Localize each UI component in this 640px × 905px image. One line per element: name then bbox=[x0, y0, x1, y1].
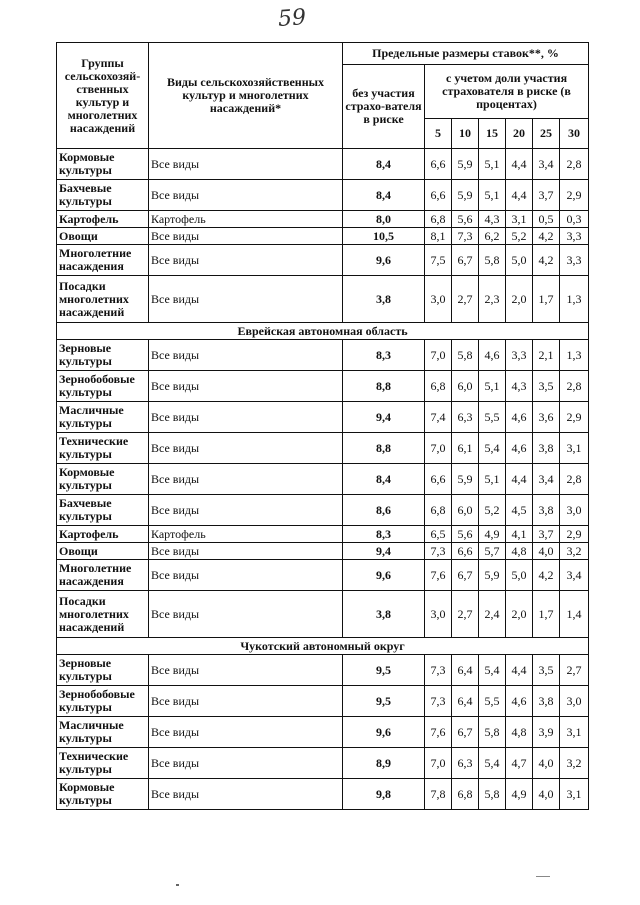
base-rate-cell: 9,6 bbox=[343, 245, 425, 276]
share-rate-cell: 2,8 bbox=[560, 464, 589, 495]
share-rate-cell: 3,8 bbox=[533, 433, 560, 464]
share-rate-cell: 6,8 bbox=[425, 211, 452, 228]
crop-kind-cell: Все виды bbox=[149, 543, 343, 560]
share-rate-cell: 6,8 bbox=[425, 371, 452, 402]
base-rate-cell: 9,5 bbox=[343, 655, 425, 686]
crop-kind-cell: Все виды bbox=[149, 495, 343, 526]
table-row bbox=[57, 371, 589, 402]
share-rate-cell: 3,4 bbox=[560, 560, 589, 591]
share-rate-cell: 3,0 bbox=[425, 276, 452, 323]
share-rate-cell: 2,9 bbox=[560, 180, 589, 211]
share-rate-cell: 6,3 bbox=[452, 402, 479, 433]
share-rate-cell: 4,7 bbox=[506, 748, 533, 779]
share-rate-cell: 4,9 bbox=[479, 526, 506, 543]
table-row bbox=[57, 340, 589, 371]
share-rate-cell: 2,9 bbox=[560, 402, 589, 433]
share-rate-cell: 2,8 bbox=[560, 371, 589, 402]
share-rate-cell: 3,6 bbox=[533, 402, 560, 433]
share-rate-cell: 4,4 bbox=[506, 180, 533, 211]
scan-mark bbox=[536, 876, 550, 877]
share-rate-cell: 7,8 bbox=[425, 779, 452, 810]
share-rate-cell: 6,7 bbox=[452, 245, 479, 276]
region-title: Еврейская автономная область bbox=[57, 323, 589, 340]
share-rate-cell: 3,7 bbox=[533, 526, 560, 543]
crop-group-cell: Бахчевые культуры bbox=[57, 495, 149, 526]
base-rate-cell: 10,5 bbox=[343, 228, 425, 245]
crop-group-cell: Зернобобовые культуры bbox=[57, 371, 149, 402]
base-rate-cell: 8,4 bbox=[343, 180, 425, 211]
table-row bbox=[57, 228, 589, 245]
share-rate-cell: 4,4 bbox=[506, 149, 533, 180]
page-number: 59 bbox=[277, 5, 307, 32]
region-row bbox=[57, 323, 589, 340]
share-rate-cell: 2,1 bbox=[533, 340, 560, 371]
crop-group-cell: Кормовые культуры bbox=[57, 779, 149, 810]
share-rate-cell: 6,0 bbox=[452, 495, 479, 526]
crop-group-cell: Бахчевые культуры bbox=[57, 180, 149, 211]
table-row bbox=[57, 686, 589, 717]
base-rate-cell: 9,4 bbox=[343, 402, 425, 433]
share-rate-cell: 4,8 bbox=[506, 717, 533, 748]
share-rate-cell: 6,4 bbox=[452, 655, 479, 686]
share-rate-cell: 3,3 bbox=[506, 340, 533, 371]
region-row bbox=[57, 638, 589, 655]
header-base: без участия страхо-вателя в риске bbox=[343, 65, 425, 149]
crop-group-cell: Овощи bbox=[57, 228, 149, 245]
base-rate-cell: 8,4 bbox=[343, 464, 425, 495]
share-rate-cell: 3,3 bbox=[560, 228, 589, 245]
crop-group-cell: Многолетние насаждения bbox=[57, 560, 149, 591]
crop-kind-cell: Все виды bbox=[149, 371, 343, 402]
crop-kind-cell: Все виды bbox=[149, 655, 343, 686]
header-share: с учетом доли участия страхователя в риске (в процентах) bbox=[425, 65, 589, 119]
share-rate-cell: 5,8 bbox=[479, 779, 506, 810]
base-rate-cell: 9,5 bbox=[343, 686, 425, 717]
crop-kind-cell: Все виды bbox=[149, 560, 343, 591]
share-rate-cell: 5,4 bbox=[479, 655, 506, 686]
insurance-rates-table bbox=[56, 42, 589, 810]
crop-kind-cell: Картофель bbox=[149, 211, 343, 228]
crop-kind-cell: Все виды bbox=[149, 180, 343, 211]
table-row bbox=[57, 543, 589, 560]
crop-group-cell: Технические культуры bbox=[57, 748, 149, 779]
share-rate-cell: 5,6 bbox=[452, 526, 479, 543]
share-rate-cell: 1,7 bbox=[533, 276, 560, 323]
share-rate-cell: 5,8 bbox=[479, 245, 506, 276]
crop-kind-cell: Все виды bbox=[149, 748, 343, 779]
crop-group-cell: Кормовые культуры bbox=[57, 464, 149, 495]
share-rate-cell: 5,8 bbox=[479, 717, 506, 748]
share-rate-cell: 1,3 bbox=[560, 340, 589, 371]
table-row bbox=[57, 560, 589, 591]
share-rate-cell: 2,7 bbox=[452, 276, 479, 323]
table-row bbox=[57, 591, 589, 638]
share-rate-cell: 4,0 bbox=[533, 779, 560, 810]
table-row bbox=[57, 526, 589, 543]
header-limits: Предельные размеры ставок**, % bbox=[343, 43, 589, 65]
table-row bbox=[57, 495, 589, 526]
crop-kind-cell: Все виды bbox=[149, 402, 343, 433]
share-rate-cell: 4,2 bbox=[533, 228, 560, 245]
base-rate-cell: 3,8 bbox=[343, 276, 425, 323]
share-rate-cell: 4,4 bbox=[506, 464, 533, 495]
crop-group-cell: Картофель bbox=[57, 211, 149, 228]
share-rate-cell: 4,5 bbox=[506, 495, 533, 526]
base-rate-cell: 8,9 bbox=[343, 748, 425, 779]
share-rate-cell: 5,5 bbox=[479, 402, 506, 433]
table-row bbox=[57, 149, 589, 180]
crop-kind-cell: Все виды bbox=[149, 245, 343, 276]
share-rate-cell: 6,1 bbox=[452, 433, 479, 464]
base-rate-cell: 9,8 bbox=[343, 779, 425, 810]
table-body bbox=[57, 149, 589, 810]
share-rate-cell: 2,7 bbox=[560, 655, 589, 686]
share-rate-cell: 2,3 bbox=[479, 276, 506, 323]
share-rate-cell: 3,1 bbox=[506, 211, 533, 228]
share-rate-cell: 2,7 bbox=[452, 591, 479, 638]
share-rate-cell: 4,6 bbox=[506, 433, 533, 464]
share-rate-cell: 6,6 bbox=[425, 149, 452, 180]
share-rate-cell: 5,1 bbox=[479, 371, 506, 402]
base-rate-cell: 3,8 bbox=[343, 591, 425, 638]
share-rate-cell: 0,5 bbox=[533, 211, 560, 228]
share-rate-cell: 6,7 bbox=[452, 560, 479, 591]
share-rate-cell: 5,7 bbox=[479, 543, 506, 560]
share-rate-cell: 6,2 bbox=[479, 228, 506, 245]
share-rate-cell: 5,1 bbox=[479, 464, 506, 495]
table-row bbox=[57, 211, 589, 228]
crop-kind-cell: Все виды bbox=[149, 228, 343, 245]
share-rate-cell: 7,3 bbox=[452, 228, 479, 245]
share-rate-cell: 5,9 bbox=[452, 180, 479, 211]
share-rate-cell: 5,2 bbox=[479, 495, 506, 526]
crop-group-cell: Технические культуры bbox=[57, 433, 149, 464]
base-rate-cell: 8,4 bbox=[343, 149, 425, 180]
share-rate-cell: 2,0 bbox=[506, 276, 533, 323]
share-rate-cell: 7,5 bbox=[425, 245, 452, 276]
share-rate-cell: 3,2 bbox=[560, 748, 589, 779]
share-rate-cell: 3,5 bbox=[533, 655, 560, 686]
share-rate-cell: 4,8 bbox=[506, 543, 533, 560]
table-row bbox=[57, 245, 589, 276]
share-rate-cell: 6,4 bbox=[452, 686, 479, 717]
share-rate-cell: 2,4 bbox=[479, 591, 506, 638]
crop-kind-cell: Все виды bbox=[149, 340, 343, 371]
share-rate-cell: 3,8 bbox=[533, 495, 560, 526]
share-rate-cell: 6,5 bbox=[425, 526, 452, 543]
share-rate-cell: 5,6 bbox=[452, 211, 479, 228]
share-rate-cell: 7,3 bbox=[425, 686, 452, 717]
crop-group-cell: Овощи bbox=[57, 543, 149, 560]
share-rate-cell: 1,7 bbox=[533, 591, 560, 638]
header-share-20: 20 bbox=[506, 119, 533, 149]
share-rate-cell: 5,9 bbox=[452, 464, 479, 495]
share-rate-cell: 4,2 bbox=[533, 245, 560, 276]
table-row bbox=[57, 433, 589, 464]
share-rate-cell: 8,1 bbox=[425, 228, 452, 245]
base-rate-cell: 9,6 bbox=[343, 717, 425, 748]
share-rate-cell: 4,0 bbox=[533, 748, 560, 779]
share-rate-cell: 3,5 bbox=[533, 371, 560, 402]
share-rate-cell: 4,2 bbox=[533, 560, 560, 591]
crop-kind-cell: Все виды bbox=[149, 433, 343, 464]
share-rate-cell: 2,0 bbox=[506, 591, 533, 638]
crop-kind-cell: Все виды bbox=[149, 686, 343, 717]
scan-speck bbox=[176, 884, 179, 886]
share-rate-cell: 5,1 bbox=[479, 180, 506, 211]
share-rate-cell: 3,1 bbox=[560, 717, 589, 748]
share-rate-cell: 4,6 bbox=[479, 340, 506, 371]
share-rate-cell: 7,6 bbox=[425, 560, 452, 591]
share-rate-cell: 5,0 bbox=[506, 560, 533, 591]
share-rate-cell: 3,9 bbox=[533, 717, 560, 748]
share-rate-cell: 6,3 bbox=[452, 748, 479, 779]
crop-group-cell: Посадки многолетних насаждений bbox=[57, 591, 149, 638]
share-rate-cell: 3,7 bbox=[533, 180, 560, 211]
base-rate-cell: 8,3 bbox=[343, 526, 425, 543]
crop-group-cell: Масличные культуры bbox=[57, 717, 149, 748]
table-row bbox=[57, 748, 589, 779]
share-rate-cell: 4,4 bbox=[506, 655, 533, 686]
share-rate-cell: 7,4 bbox=[425, 402, 452, 433]
share-rate-cell: 5,4 bbox=[479, 433, 506, 464]
share-rate-cell: 5,5 bbox=[479, 686, 506, 717]
share-rate-cell: 1,4 bbox=[560, 591, 589, 638]
share-rate-cell: 5,2 bbox=[506, 228, 533, 245]
share-rate-cell: 0,3 bbox=[560, 211, 589, 228]
share-rate-cell: 7,0 bbox=[425, 433, 452, 464]
header-kind: Виды сельскохозяйственных культур и многолетних насаждений* bbox=[149, 43, 343, 149]
share-rate-cell: 4,3 bbox=[506, 371, 533, 402]
share-rate-cell: 3,8 bbox=[533, 686, 560, 717]
share-rate-cell: 6,0 bbox=[452, 371, 479, 402]
crop-kind-cell: Все виды bbox=[149, 591, 343, 638]
share-rate-cell: 6,8 bbox=[452, 779, 479, 810]
crop-group-cell: Зерновые культуры bbox=[57, 655, 149, 686]
share-rate-cell: 7,0 bbox=[425, 340, 452, 371]
share-rate-cell: 6,8 bbox=[425, 495, 452, 526]
crop-group-cell: Картофель bbox=[57, 526, 149, 543]
share-rate-cell: 3,0 bbox=[425, 591, 452, 638]
base-rate-cell: 9,6 bbox=[343, 560, 425, 591]
base-rate-cell: 8,0 bbox=[343, 211, 425, 228]
share-rate-cell: 5,1 bbox=[479, 149, 506, 180]
crop-kind-cell: Картофель bbox=[149, 526, 343, 543]
share-rate-cell: 6,7 bbox=[452, 717, 479, 748]
share-rate-cell: 6,6 bbox=[452, 543, 479, 560]
header-share-10: 10 bbox=[452, 119, 479, 149]
base-rate-cell: 8,8 bbox=[343, 371, 425, 402]
table-row bbox=[57, 779, 589, 810]
share-rate-cell: 5,9 bbox=[479, 560, 506, 591]
share-rate-cell: 5,9 bbox=[452, 149, 479, 180]
share-rate-cell: 4,0 bbox=[533, 543, 560, 560]
share-rate-cell: 3,1 bbox=[560, 779, 589, 810]
header-share-30: 30 bbox=[560, 119, 589, 149]
table-row bbox=[57, 402, 589, 433]
share-rate-cell: 4,3 bbox=[479, 211, 506, 228]
share-rate-cell: 7,3 bbox=[425, 543, 452, 560]
base-rate-cell: 9,4 bbox=[343, 543, 425, 560]
share-rate-cell: 5,4 bbox=[479, 748, 506, 779]
share-rate-cell: 6,6 bbox=[425, 464, 452, 495]
table-row bbox=[57, 276, 589, 323]
share-rate-cell: 1,3 bbox=[560, 276, 589, 323]
crop-kind-cell: Все виды bbox=[149, 779, 343, 810]
share-rate-cell: 7,0 bbox=[425, 748, 452, 779]
share-rate-cell: 5,8 bbox=[452, 340, 479, 371]
share-rate-cell: 2,9 bbox=[560, 526, 589, 543]
table-row bbox=[57, 717, 589, 748]
header-group: Группы сельскохозяй-ственных культур и многолетних насаждений bbox=[57, 43, 149, 149]
header-share-15: 15 bbox=[479, 119, 506, 149]
crop-kind-cell: Все виды bbox=[149, 464, 343, 495]
share-rate-cell: 3,4 bbox=[533, 149, 560, 180]
share-rate-cell: 7,6 bbox=[425, 717, 452, 748]
share-rate-cell: 3,3 bbox=[560, 245, 589, 276]
table-row bbox=[57, 180, 589, 211]
base-rate-cell: 8,6 bbox=[343, 495, 425, 526]
crop-kind-cell: Все виды bbox=[149, 276, 343, 323]
base-rate-cell: 8,8 bbox=[343, 433, 425, 464]
share-rate-cell: 3,4 bbox=[533, 464, 560, 495]
crop-kind-cell: Все виды bbox=[149, 149, 343, 180]
crop-group-cell: Посадки многолетних насаждений bbox=[57, 276, 149, 323]
crop-group-cell: Кормовые культуры bbox=[57, 149, 149, 180]
crop-group-cell: Многолетние насаждения bbox=[57, 245, 149, 276]
share-rate-cell: 4,6 bbox=[506, 402, 533, 433]
share-rate-cell: 4,9 bbox=[506, 779, 533, 810]
crop-kind-cell: Все виды bbox=[149, 717, 343, 748]
table-row bbox=[57, 655, 589, 686]
share-rate-cell: 3,0 bbox=[560, 686, 589, 717]
region-title: Чукотский автономный округ bbox=[57, 638, 589, 655]
share-rate-cell: 4,1 bbox=[506, 526, 533, 543]
share-rate-cell: 3,0 bbox=[560, 495, 589, 526]
header-share-5: 5 bbox=[425, 119, 452, 149]
crop-group-cell: Зерновые культуры bbox=[57, 340, 149, 371]
share-rate-cell: 5,0 bbox=[506, 245, 533, 276]
share-rate-cell: 3,2 bbox=[560, 543, 589, 560]
crop-group-cell: Масличные культуры bbox=[57, 402, 149, 433]
share-rate-cell: 2,8 bbox=[560, 149, 589, 180]
header-share-25: 25 bbox=[533, 119, 560, 149]
table-row bbox=[57, 464, 589, 495]
share-rate-cell: 3,1 bbox=[560, 433, 589, 464]
base-rate-cell: 8,3 bbox=[343, 340, 425, 371]
share-rate-cell: 4,6 bbox=[506, 686, 533, 717]
share-rate-cell: 7,3 bbox=[425, 655, 452, 686]
share-rate-cell: 6,6 bbox=[425, 180, 452, 211]
crop-group-cell: Зернобобовые культуры bbox=[57, 686, 149, 717]
